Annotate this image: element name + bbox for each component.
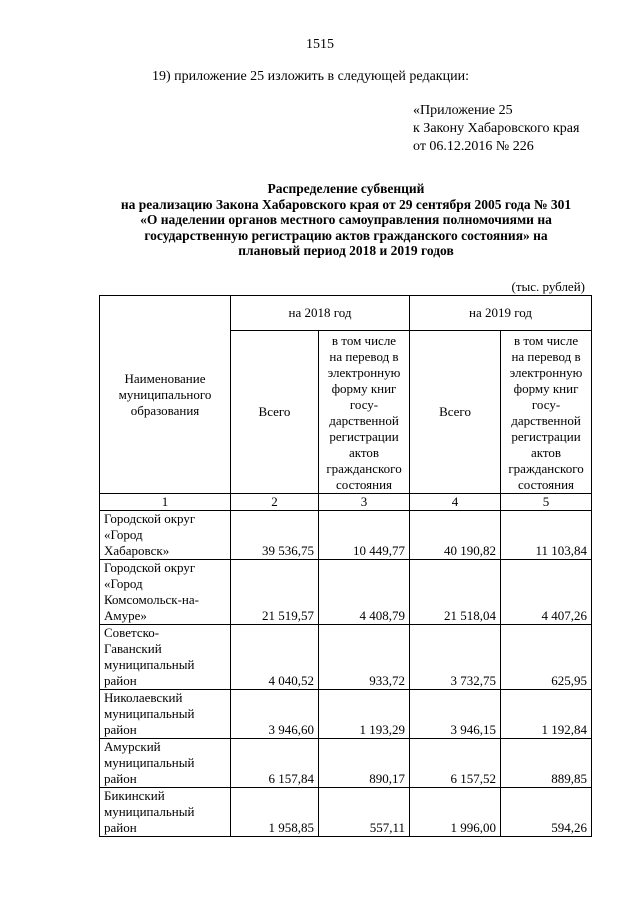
header-line: регистрации	[511, 429, 581, 444]
column-number: 1	[100, 494, 231, 511]
table-row	[100, 560, 592, 625]
column-number: 3	[319, 494, 410, 511]
header-line: госу-	[531, 397, 561, 412]
column-number: 4	[410, 494, 501, 511]
municipality-name	[100, 788, 231, 837]
name-line: район	[104, 771, 137, 786]
name-line: Советско-	[104, 625, 160, 640]
title-line: государственную регистрацию актов гражданского состояния» на	[144, 227, 548, 243]
subtotal-2018-cell: 890,17	[319, 739, 410, 788]
subtotal-2019-cell: 11 103,84	[501, 511, 592, 560]
header-line: на перевод в	[329, 349, 399, 364]
table-row	[100, 739, 592, 788]
name-line: «Город	[104, 576, 143, 591]
subtotal-2018-cell: 1 193,29	[319, 690, 410, 739]
total-2019-header: Всего	[410, 331, 501, 494]
table-row	[100, 625, 592, 690]
subtotal-2019-cell: 1 192,84	[501, 690, 592, 739]
title-line: на реализацию Закона Хабаровского края от 29 сентября 2005 года № 301	[120, 196, 572, 212]
intro-text: 19) приложение 25 изложить в следующей редакции:	[152, 69, 469, 84]
header-line: на перевод в	[511, 349, 581, 364]
header-line: в том числе	[513, 333, 579, 348]
total-2018-cell: 3 946,60	[231, 690, 319, 739]
name-line: Амурский	[104, 739, 161, 754]
subtotal-2018-cell: 933,72	[319, 625, 410, 690]
header-line: регистрации	[329, 429, 399, 444]
header-line: гражданского	[508, 461, 584, 476]
name-line: район	[104, 820, 137, 835]
column-number: 5	[501, 494, 592, 511]
name-line: Хабаровск»	[104, 543, 170, 558]
municipality-name	[100, 560, 231, 625]
units-label: (тыс. рублей)	[511, 279, 585, 294]
total-2018-cell: 4 040,52	[231, 625, 319, 690]
header-line: форму книг	[513, 381, 579, 396]
annex-line: к Закону Хабаровского края	[413, 121, 580, 136]
year-2019-header: на 2019 год	[410, 296, 592, 331]
name-line: район	[104, 722, 137, 737]
table-row	[100, 788, 592, 837]
header-line: дарственной	[329, 413, 399, 428]
year-2018-header: на 2018 год	[231, 296, 410, 331]
table-row	[100, 511, 592, 560]
annex-line: от 06.12.2016 № 226	[413, 139, 534, 154]
document-title	[96, 181, 596, 259]
table-row	[100, 690, 592, 739]
name-line: Бикинский	[104, 788, 165, 803]
total-2019-cell: 40 190,82	[410, 511, 501, 560]
name-line: Городской округ	[104, 560, 196, 575]
total-2018-cell: 39 536,75	[231, 511, 319, 560]
name-line: «Город	[104, 527, 143, 542]
name-line: район	[104, 673, 137, 688]
total-2018-header: Всего	[231, 331, 319, 494]
name-line: муниципальный	[104, 706, 195, 721]
name-column-header: Наименование муниципального образования	[100, 296, 231, 494]
header-line: электронную	[327, 365, 401, 380]
municipality-name	[100, 511, 231, 560]
column-number-row	[100, 494, 592, 511]
column-number: 2	[231, 494, 319, 511]
total-2018-cell: 1 958,85	[231, 788, 319, 837]
name-line: Городской округ	[104, 511, 196, 526]
header-line: состояния	[336, 477, 392, 492]
name-line: муниципальный	[104, 804, 195, 819]
subtotal-2018-cell: 4 408,79	[319, 560, 410, 625]
annex-reference	[413, 102, 579, 156]
subtotal-2018-cell: 557,11	[319, 788, 410, 837]
header-line: состояния	[518, 477, 575, 492]
title-line: «О наделении органов местного самоуправления полномочиями на	[140, 212, 552, 227]
annex-line: «Приложение 25	[413, 103, 513, 118]
header-line: форму книг	[331, 381, 397, 396]
subtotal-2019-cell: 594,26	[501, 788, 592, 837]
title-line: Распределение субвенций	[267, 181, 425, 196]
municipality-name	[100, 625, 231, 690]
header-line: дарственной	[511, 413, 581, 428]
subtotal-2018-cell: 10 449,77	[319, 511, 410, 560]
subvention-table	[99, 295, 592, 837]
name-line: муниципальный	[104, 755, 195, 770]
name-line: Амуре»	[104, 608, 147, 623]
subtotal-2019-cell: 4 407,26	[501, 560, 592, 625]
total-2018-cell: 6 157,84	[231, 739, 319, 788]
header-line: актов	[348, 445, 380, 460]
municipality-name	[100, 739, 231, 788]
total-2019-cell: 1 996,00	[410, 788, 501, 837]
name-line: Комсомольск-на-	[104, 592, 199, 607]
title-line: плановый период 2018 и 2019 годов	[238, 243, 454, 258]
header-line: госу-	[349, 397, 379, 412]
name-line: Гаванский	[104, 641, 162, 656]
header-line: в том числе	[331, 333, 397, 348]
municipality-name	[100, 690, 231, 739]
header-line: электронную	[509, 365, 583, 380]
subtotal-2019-header	[501, 331, 592, 494]
subtotal-2019-cell: 625,95	[501, 625, 592, 690]
header-line: гражданского	[326, 461, 402, 476]
total-2019-cell: 6 157,52	[410, 739, 501, 788]
name-line: муниципальный	[104, 657, 195, 672]
name-line: Николаевский	[104, 690, 183, 705]
total-2019-cell: 21 518,04	[410, 560, 501, 625]
subtotal-2018-header	[319, 331, 410, 494]
subtotal-2019-cell: 889,85	[501, 739, 592, 788]
page-number: 1515	[306, 37, 334, 52]
total-2019-cell: 3 732,75	[410, 625, 501, 690]
header-line: актов	[530, 445, 562, 460]
total-2019-cell: 3 946,15	[410, 690, 501, 739]
total-2018-cell: 21 519,57	[231, 560, 319, 625]
